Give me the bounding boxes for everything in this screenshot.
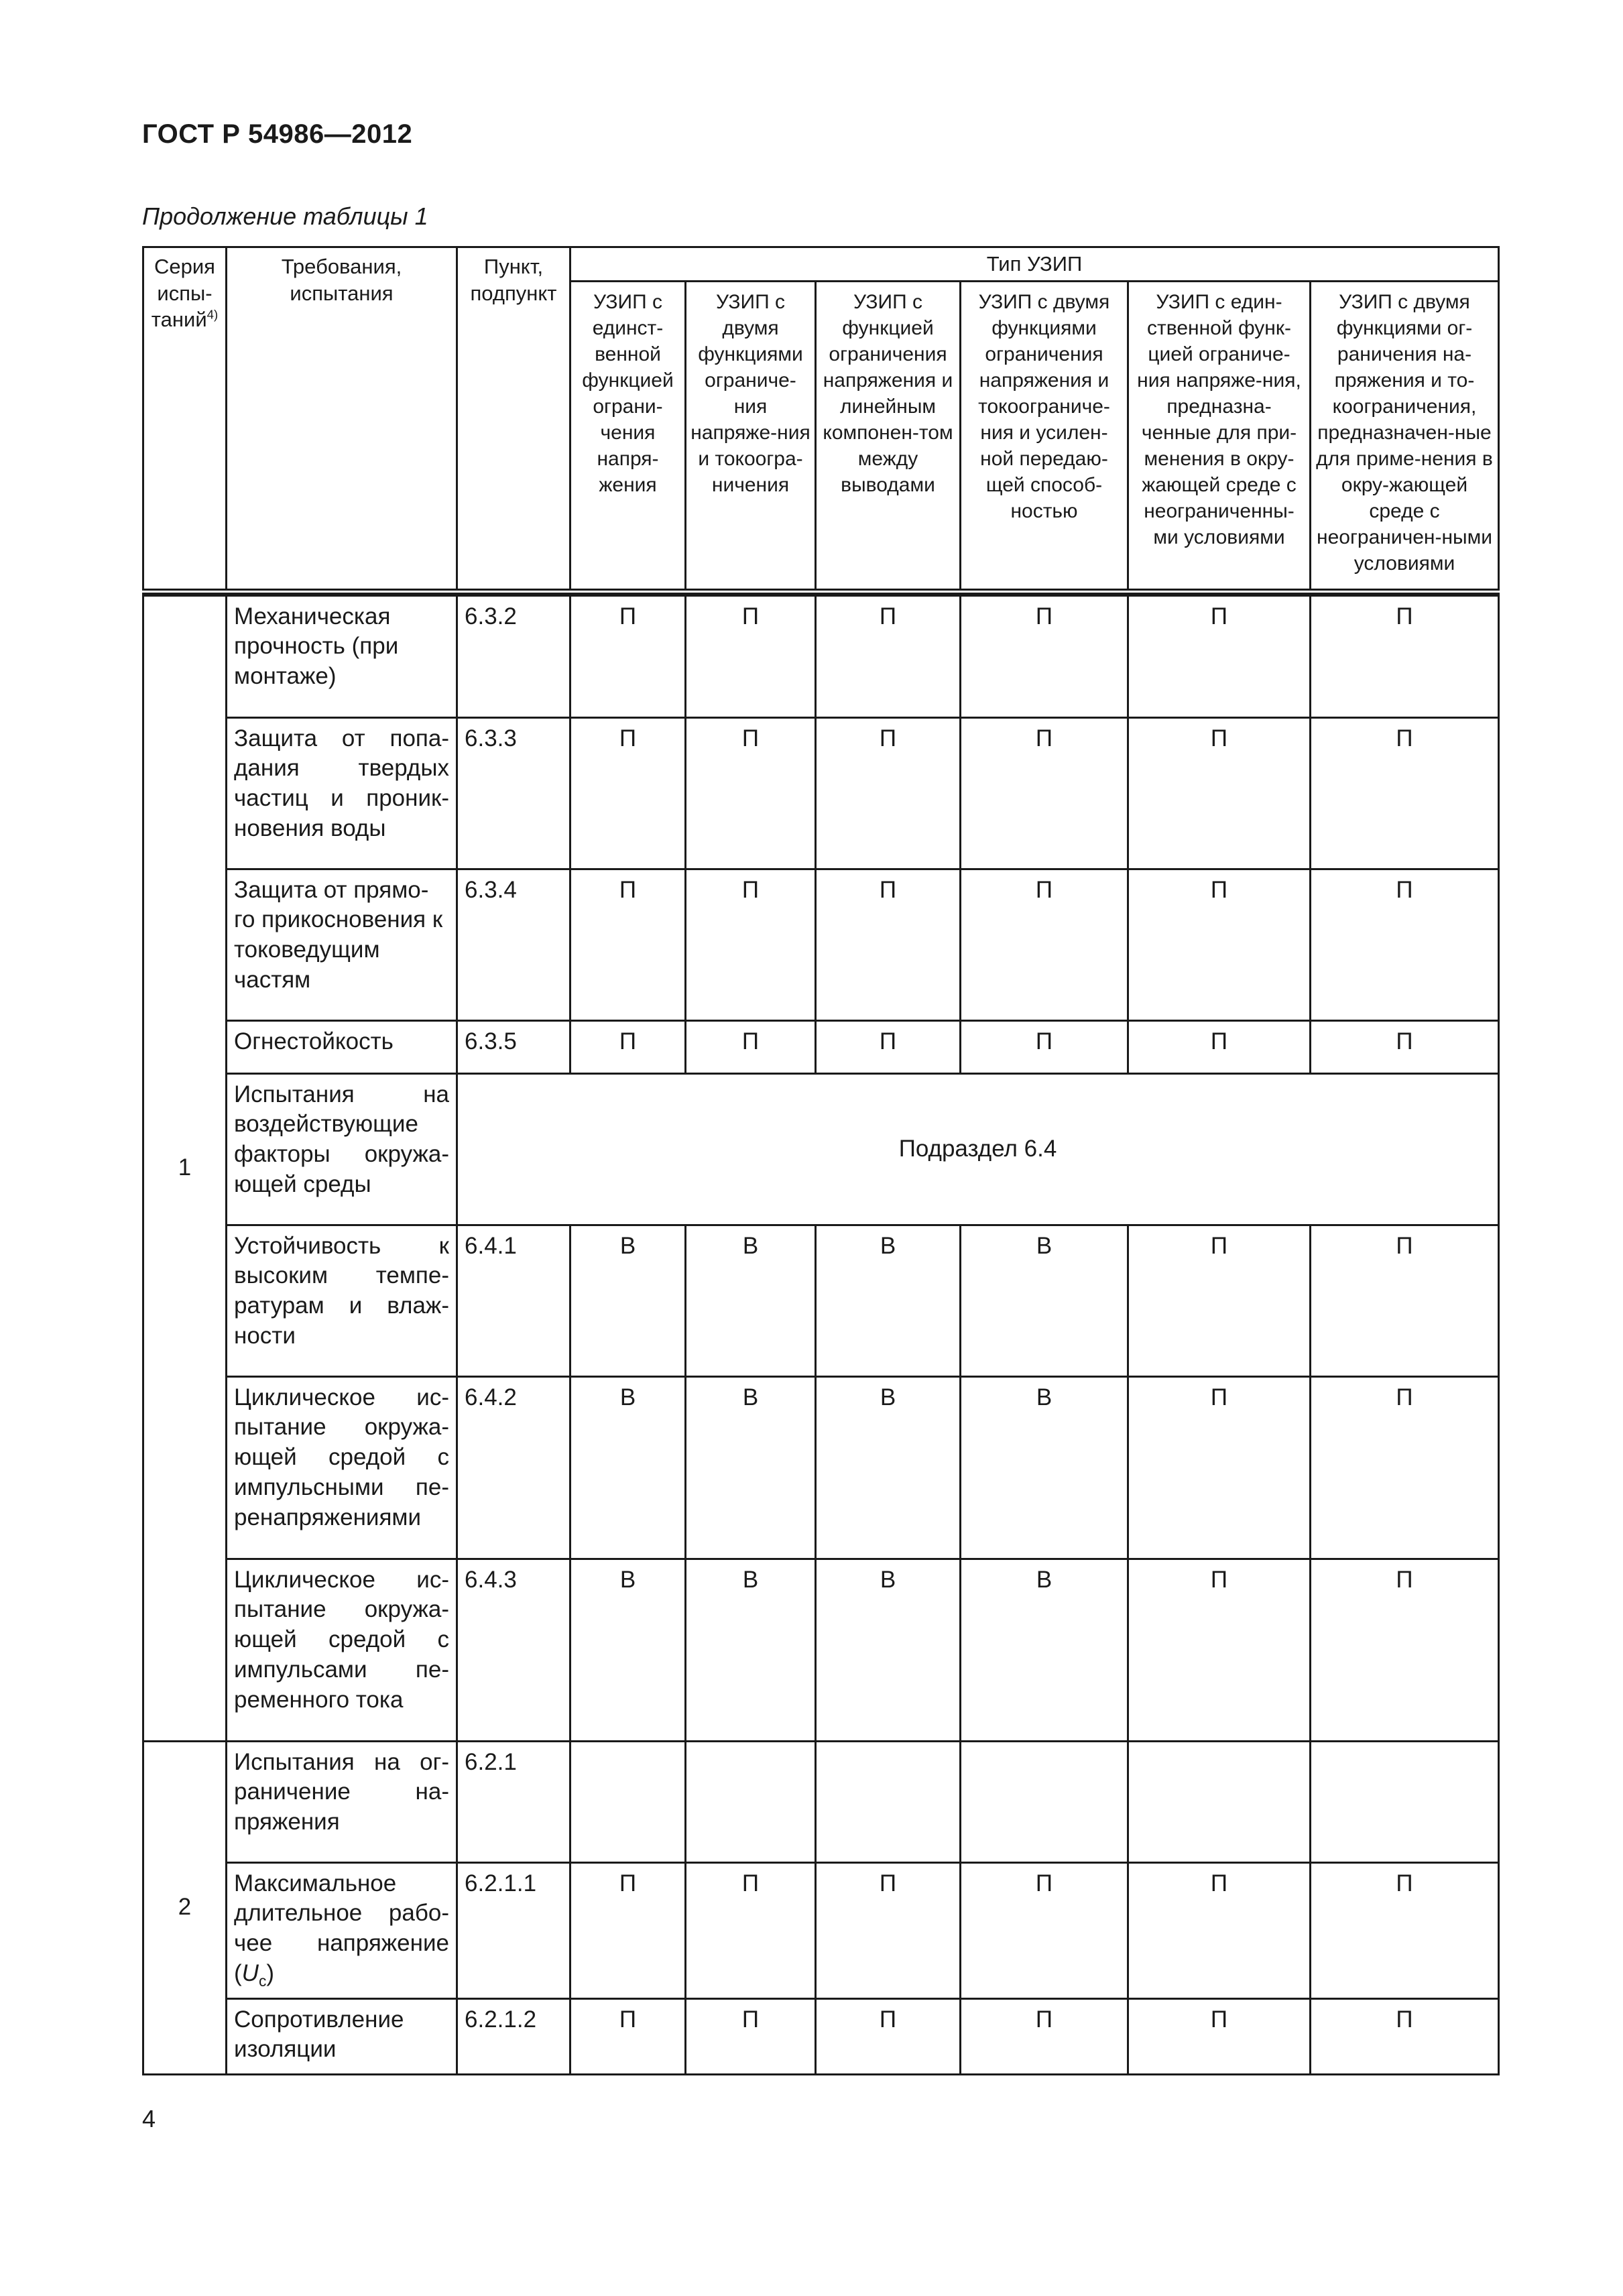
header-type-1: УЗИП с единст-венной функцией ограни-чения напря-жения bbox=[570, 281, 686, 591]
subsection-reference: Подраздел 6.4 bbox=[457, 1073, 1499, 1225]
mark-cell: П bbox=[1128, 869, 1311, 1020]
mark-cell: П bbox=[961, 717, 1128, 869]
mark-cell: П bbox=[816, 1998, 961, 2074]
mark-cell: П bbox=[1311, 1862, 1499, 1998]
header-type-6: УЗИП с двумя функциями ог-раничения на-пряжения и то-коограничения, предназначен-ные для приме-нения в окру-жающей среде с неограничен-ными условиями bbox=[1311, 281, 1499, 591]
table-row bbox=[143, 1020, 1499, 1073]
mark-cell: П bbox=[816, 1862, 961, 1998]
mark-cell: В bbox=[570, 1225, 686, 1376]
requirement-cell: Циклическое ис-пытание окружа-ющей средой с импульсными пе-ренапряжениями bbox=[227, 1376, 457, 1559]
mark-cell bbox=[1128, 1741, 1311, 1862]
mark-cell: П bbox=[961, 869, 1128, 1020]
requirement-cell: Максимальное длительное рабо-чее напряжение $(U_c)$ bbox=[227, 1862, 457, 1998]
mark-cell: В bbox=[816, 1376, 961, 1559]
header-spd-type: Тип УЗИП bbox=[570, 247, 1499, 282]
clause-cell: 6.2.1.1 bbox=[457, 1862, 570, 1998]
clause-cell: 6.4.1 bbox=[457, 1225, 570, 1376]
table-row bbox=[143, 1073, 1499, 1225]
mark-cell: П bbox=[1128, 1998, 1311, 2074]
table-header-row bbox=[143, 247, 1499, 282]
requirement-cell: Испытания на ог-раничение на-пряжения bbox=[227, 1741, 457, 1862]
requirement-cell: Огнестойкость bbox=[227, 1020, 457, 1073]
header-type-3: УЗИП с функцией ограничения напряжения и линейным компонен-том между выводами bbox=[816, 281, 961, 591]
clause-cell: 6.4.2 bbox=[457, 1376, 570, 1559]
mark-cell bbox=[686, 1741, 816, 1862]
series-cell: 2 bbox=[143, 1741, 227, 2074]
requirement-cell: Сопротивление изоляции bbox=[227, 1998, 457, 2074]
mark-cell: П bbox=[1311, 717, 1499, 869]
requirement-cell: Защита от попа-дания твердых частиц и проник-новения воды bbox=[227, 717, 457, 869]
mark-cell: П bbox=[686, 595, 816, 717]
page-number: 4 bbox=[142, 2105, 156, 2132]
mark-cell: П bbox=[570, 595, 686, 717]
mark-cell: П bbox=[816, 717, 961, 869]
mark-cell: П bbox=[1128, 1559, 1311, 1741]
header-requirements: Требования, испытания bbox=[227, 247, 457, 592]
mark-cell: П bbox=[686, 1998, 816, 2074]
mark-cell: В bbox=[816, 1225, 961, 1376]
mark-cell: В bbox=[686, 1376, 816, 1559]
mark-cell bbox=[961, 1741, 1128, 1862]
mark-cell: П bbox=[961, 1862, 1128, 1998]
mark-cell: П bbox=[816, 595, 961, 717]
mark-cell bbox=[816, 1741, 961, 1862]
mark-cell: П bbox=[570, 869, 686, 1020]
table-row bbox=[143, 595, 1499, 717]
document-code: ГОСТ Р 54986—2012 bbox=[142, 119, 413, 149]
mark-cell: В bbox=[686, 1225, 816, 1376]
mark-cell: П bbox=[570, 717, 686, 869]
mark-cell: В bbox=[961, 1376, 1128, 1559]
requirement-cell: Защита от прямо-го прикосновения к токоведущим частям bbox=[227, 869, 457, 1020]
table-row bbox=[143, 869, 1499, 1020]
mark-cell bbox=[1311, 1741, 1499, 1862]
table-row bbox=[143, 1862, 1499, 1998]
mark-cell: П bbox=[1128, 1862, 1311, 1998]
mark-cell: П bbox=[961, 595, 1128, 717]
mark-cell: П bbox=[1311, 1020, 1499, 1073]
series-cell: 1 bbox=[143, 595, 227, 1741]
mark-cell: П bbox=[686, 1020, 816, 1073]
mark-cell: П bbox=[1128, 1225, 1311, 1376]
mark-cell: П bbox=[816, 1020, 961, 1073]
header-type-5: УЗИП с един-ственной функ-цией ограниче-ния напряже-ния, предназна-ченные для при-менения в окру-жающей среде с неограниченны-ми условиями bbox=[1128, 281, 1311, 591]
table-row bbox=[143, 1559, 1499, 1741]
mark-cell: П bbox=[1311, 1225, 1499, 1376]
requirement-cell: Механическая прочность (при монтаже) bbox=[227, 595, 457, 717]
mark-cell: В bbox=[570, 1559, 686, 1741]
table-row bbox=[143, 1225, 1499, 1376]
mark-cell: П bbox=[1128, 1376, 1311, 1559]
mark-cell: П bbox=[686, 869, 816, 1020]
mark-cell: П bbox=[1311, 869, 1499, 1020]
clause-cell: 6.3.3 bbox=[457, 717, 570, 869]
mark-cell: П bbox=[1311, 1998, 1499, 2074]
clause-cell: 6.2.1 bbox=[457, 1741, 570, 1862]
mark-cell: В bbox=[570, 1376, 686, 1559]
mark-cell: В bbox=[816, 1559, 961, 1741]
mark-cell: П bbox=[961, 1020, 1128, 1073]
mark-cell bbox=[570, 1741, 686, 1862]
mark-cell: П bbox=[686, 717, 816, 869]
mark-cell: П bbox=[1128, 1020, 1311, 1073]
mark-cell: П bbox=[1311, 1376, 1499, 1559]
mark-cell: П bbox=[570, 1862, 686, 1998]
table-row bbox=[143, 1998, 1499, 2074]
header-type-4: УЗИП с двумя функциями ограничения напряжения и токоограниче-ния и усилен-ной передаю-щей способ-ностью bbox=[961, 281, 1128, 591]
mark-cell: П bbox=[1128, 595, 1311, 717]
clause-cell: 6.3.4 bbox=[457, 869, 570, 1020]
mark-cell: П bbox=[961, 1998, 1128, 2074]
mark-cell: В bbox=[961, 1225, 1128, 1376]
mark-cell: В bbox=[961, 1559, 1128, 1741]
header-series: Серия испы-таний$^{4)}$ bbox=[143, 247, 227, 592]
table-row bbox=[143, 717, 1499, 869]
table-row bbox=[143, 1376, 1499, 1559]
clause-cell: 6.3.5 bbox=[457, 1020, 570, 1073]
header-clause: Пункт, подпункт bbox=[457, 247, 570, 592]
table-caption: Продолжение таблицы 1 bbox=[142, 202, 428, 230]
mark-cell: П bbox=[1311, 1559, 1499, 1741]
requirement-cell: Устойчивость к высоким темпе-ратурам и влаж-ности bbox=[227, 1225, 457, 1376]
header-type-2: УЗИП с двумя функциями ограниче-ния напряже-ния и токоогра-ничения bbox=[686, 281, 816, 591]
mark-cell: П bbox=[570, 1020, 686, 1073]
mark-cell: П bbox=[686, 1862, 816, 1998]
clause-cell: 6.2.1.2 bbox=[457, 1998, 570, 2074]
clause-cell: 6.4.3 bbox=[457, 1559, 570, 1741]
requirement-cell: Циклическое ис-пытание окружа-ющей средой с импульсами пе-ременного тока bbox=[227, 1559, 457, 1741]
mark-cell: П bbox=[1128, 717, 1311, 869]
mark-cell: П bbox=[816, 869, 961, 1020]
requirement-cell: Испытания на воздействующие факторы окружа-ющей среды bbox=[227, 1073, 457, 1225]
mark-cell: П bbox=[570, 1998, 686, 2074]
mark-cell: В bbox=[686, 1559, 816, 1741]
mark-cell: П bbox=[1311, 595, 1499, 717]
clause-cell: 6.3.2 bbox=[457, 595, 570, 717]
table-row bbox=[143, 1741, 1499, 1862]
requirements-table bbox=[142, 246, 1500, 2075]
